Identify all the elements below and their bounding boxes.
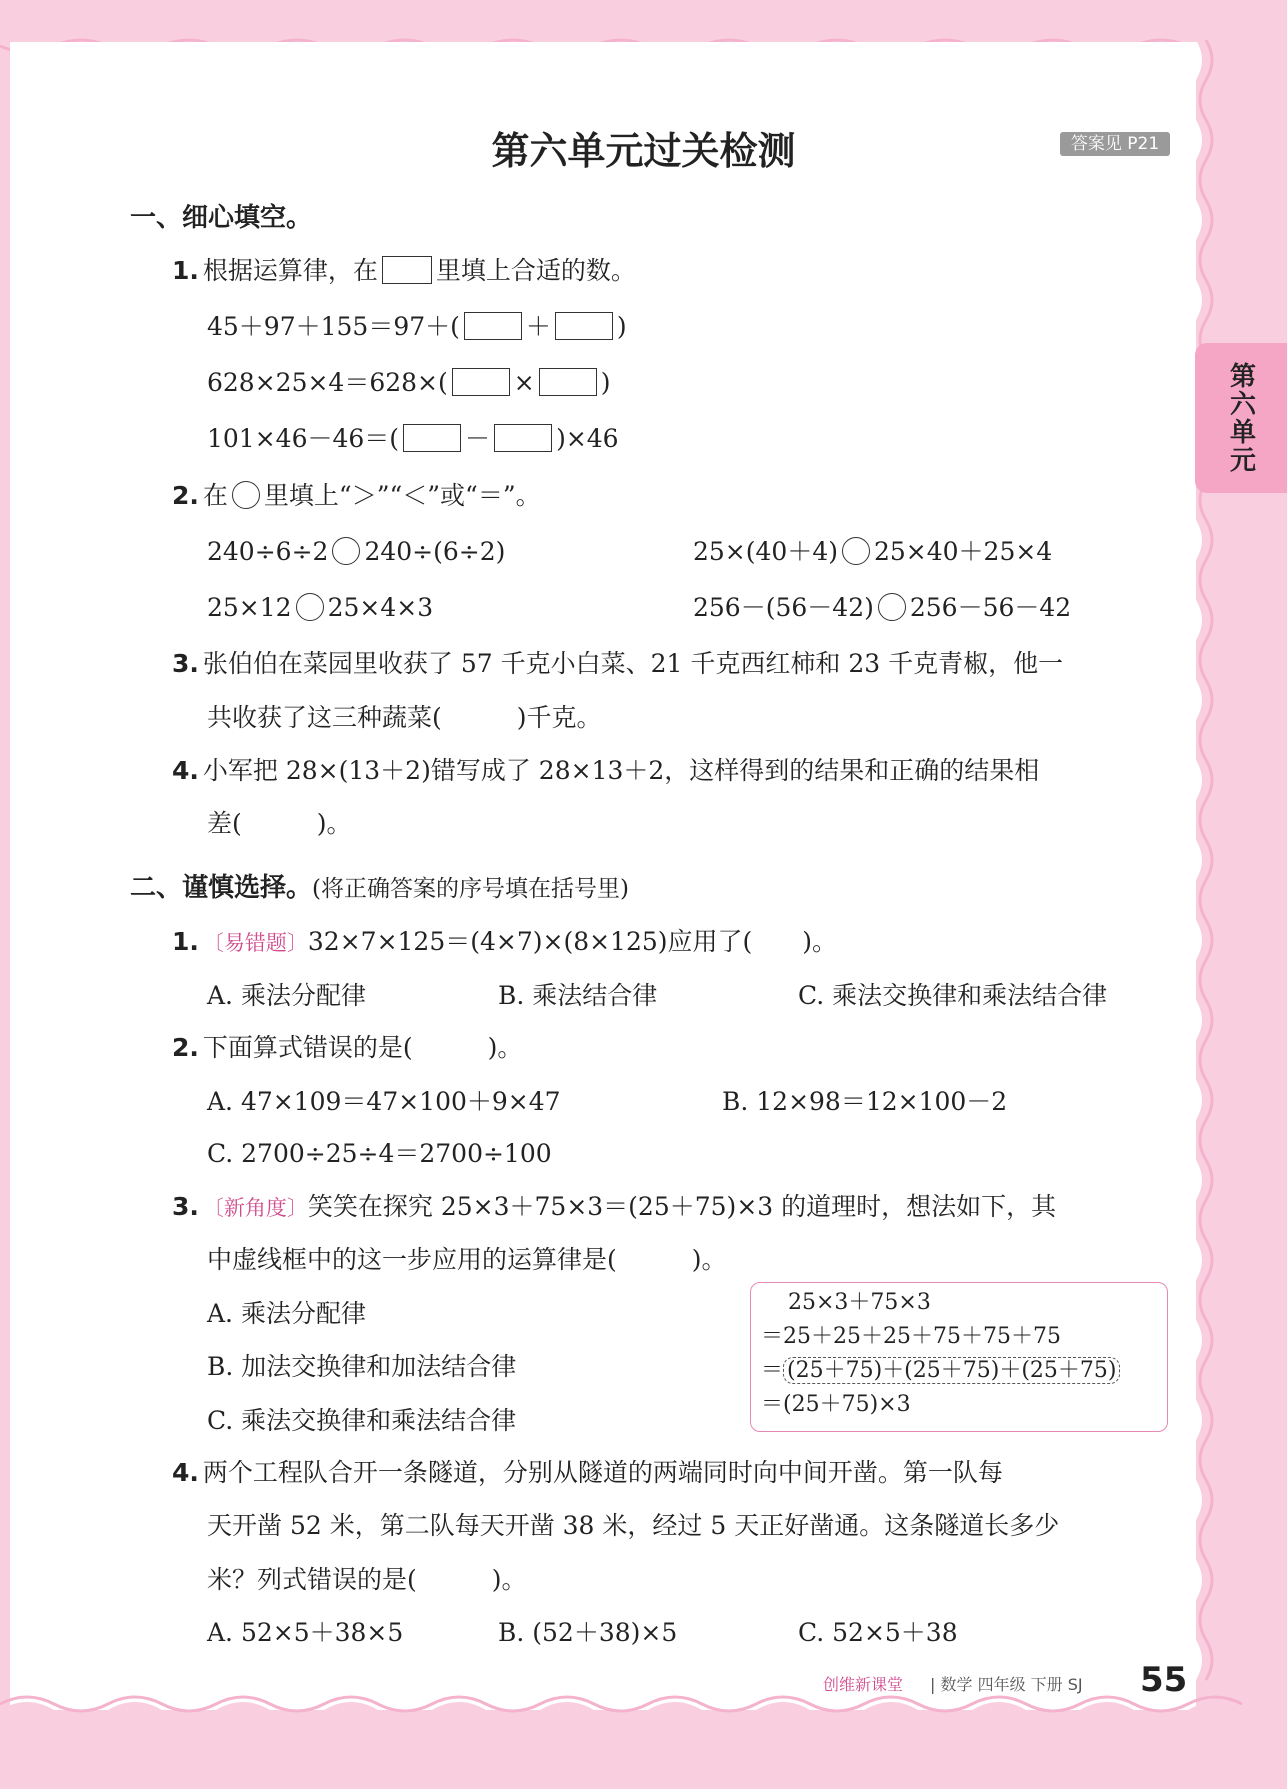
bottom-wave-border [0,1690,1287,1750]
answer-box-sample [382,256,432,284]
s2-q4-option-a: A. 52×5＋38×5 [207,1618,404,1647]
compare-circle[interactable] [842,537,870,565]
s2-q3-option-a: A. 乘法分配律 [207,1299,366,1328]
s2-q4-line3: 米？列式错误的是( )。 [207,1565,527,1594]
unit-side-tab: 第六单元 [1195,343,1287,493]
calc-step-1: 25×3＋75×3 [788,1290,931,1315]
s1-q2-compare4 [693,592,1071,624]
right-wave-border [1196,40,1226,1712]
section2-heading [130,872,629,905]
answer-box[interactable] [464,312,522,340]
expr-part: ＋ [525,312,551,341]
s2-q1-option-a: A. 乘法分配律 [207,981,366,1010]
s2-q3-line2: 中虚线框中的这一步应用的运算律是( )。 [207,1245,727,1274]
s2-q4-option-b: B. (52＋38)×5 [498,1618,678,1647]
expr-part: )×46 [556,424,619,453]
expr-left: 25×12 [207,593,292,622]
answer-box[interactable] [555,312,613,340]
calc-step-3 [761,1357,1120,1385]
s2-q3-option-c: C. 乘法交换律和乘法结合律 [207,1406,517,1435]
page-number: 55 [1140,1660,1188,1700]
question-number: 3. [172,649,199,678]
expr-part: － [465,424,491,453]
s2-q1 [172,926,837,959]
equals-sign: ＝ [761,1358,784,1383]
s1-q1-row1 [207,311,627,343]
calc-step-4: ＝(25＋75)×3 [761,1392,911,1417]
s2-q2 [172,1032,522,1064]
s2q4-line1: 两个工程队合开一条隧道，分别从隧道的两端同时向中间开凿。第一队每 [202,1458,1003,1487]
s2q1-text: 32×7×125＝(4×7)×(8×125)应用了( )。 [307,927,838,956]
q4-line1: 小军把 28×(13＋2)错写成了 28×13＋2，这样得到的结果和正确的结果相 [202,756,1040,785]
answer-box[interactable] [452,368,510,396]
answer-box[interactable] [403,424,461,452]
question-number: 1. [172,927,199,956]
answer-box[interactable] [494,424,552,452]
s2q3-line1: 笑笑在探究 25×3＋75×3＝(25＋75)×3 的道理时，想法如下，其 [307,1192,1057,1221]
answer-reference-badge: 答案见 P21 [1060,132,1170,156]
s2-q1-option-b: B. 乘法结合律 [498,981,658,1010]
new-angle-tag: 〔新角度〕 [202,1196,308,1220]
expr-part: 101×46－46＝( [207,424,400,453]
s2-q4-option-c: C. 52×5＋38 [798,1618,958,1647]
s2-q4-line2: 天开凿 52 米，第二队每天开凿 38 米，经过 5 天正好凿通。这条隧道长多少 [207,1511,1060,1540]
s2q2-text: 下面算式错误的是( )。 [202,1033,523,1062]
q3-line1: 张伯伯在菜园里收获了 57 千克小白菜、21 千克西红柿和 23 千克青椒，他一 [202,649,1064,678]
s2-q4 [172,1457,1003,1489]
q1-text-a: 根据运算律，在 [202,256,378,285]
s1-q2 [172,480,541,512]
expr-right: 256－56－42 [909,593,1072,622]
s1-q1-row2 [207,367,610,399]
section1-heading: 一、细心填空。 [130,203,313,233]
answer-box[interactable] [539,368,597,396]
s1-q1-row3 [207,423,619,455]
expr-part: × [513,368,535,397]
s1-q2-compare3 [207,592,433,624]
question-number: 3. [172,1192,199,1221]
expr-part: 45＋97＋155＝97＋( [207,312,460,341]
question-number: 4. [172,1458,199,1487]
calc-step-2: ＝25＋25＋25＋75＋75＋75 [761,1324,1061,1349]
expr-right: 25×40＋25×4 [873,537,1053,566]
s1-q2-compare2 [693,536,1052,568]
footer-book-info: | 数学 四年级 下册 SJ [930,1675,1083,1694]
expr-part: 628×25×4＝628×( [207,368,448,397]
expr-left: 256－(56－42) [693,593,874,622]
question-number: 4. [172,756,199,785]
q1-text-b: 里填上合适的数。 [435,256,636,285]
compare-circle[interactable] [332,537,360,565]
expr-right: 240÷(6÷2) [364,537,506,566]
compare-circle-sample [232,481,260,509]
q2-text-b: 里填上“＞”“＜”或“＝”。 [263,481,541,510]
question-number: 1. [172,256,199,285]
expr-right: 25×4×3 [327,593,434,622]
expr-part: ) [616,312,627,341]
expr-left: 25×(40＋4) [693,537,838,566]
compare-circle[interactable] [878,593,906,621]
expr-left: 240÷6÷2 [207,537,329,566]
page-title: 第六单元过关检测 [491,129,796,173]
calculation-box [750,1282,1168,1432]
s2-q3 [172,1191,1056,1224]
s1-q2-compare1 [207,536,505,568]
s1-q4 [172,755,1039,787]
s2-q2-option-c: C. 2700÷25÷4＝2700÷100 [207,1139,552,1168]
error-prone-tag: 〔易错题〕 [202,931,308,955]
s1-q4-line2: 差( )。 [207,809,352,838]
s2-q2-option-a: A. 47×109＝47×100＋9×47 [207,1087,561,1116]
section2-note: (将正确答案的序号填在括号里) [312,876,629,902]
footer-brand: 创维新课堂 [823,1675,904,1694]
compare-circle[interactable] [296,593,324,621]
expr-part: ) [600,368,611,397]
s1-q3-line2: 共收获了这三种蔬菜( )千克。 [207,703,602,732]
s2-q2-option-b: B. 12×98＝12×100－2 [722,1087,1008,1116]
q2-text-a: 在 [202,481,228,510]
s2-q3-option-b: B. 加法交换律和加法结合律 [207,1352,517,1381]
dashed-highlight: (25＋75)＋(25＋75)＋(25＋75) [783,1357,1120,1384]
s2-q1-option-c: C. 乘法交换律和乘法结合律 [798,981,1108,1010]
section2-title: 二、谨慎选择。 [130,873,313,903]
s1-q3 [172,648,1063,680]
question-number: 2. [172,481,199,510]
question-number: 2. [172,1033,199,1062]
s1-q1 [172,255,636,287]
